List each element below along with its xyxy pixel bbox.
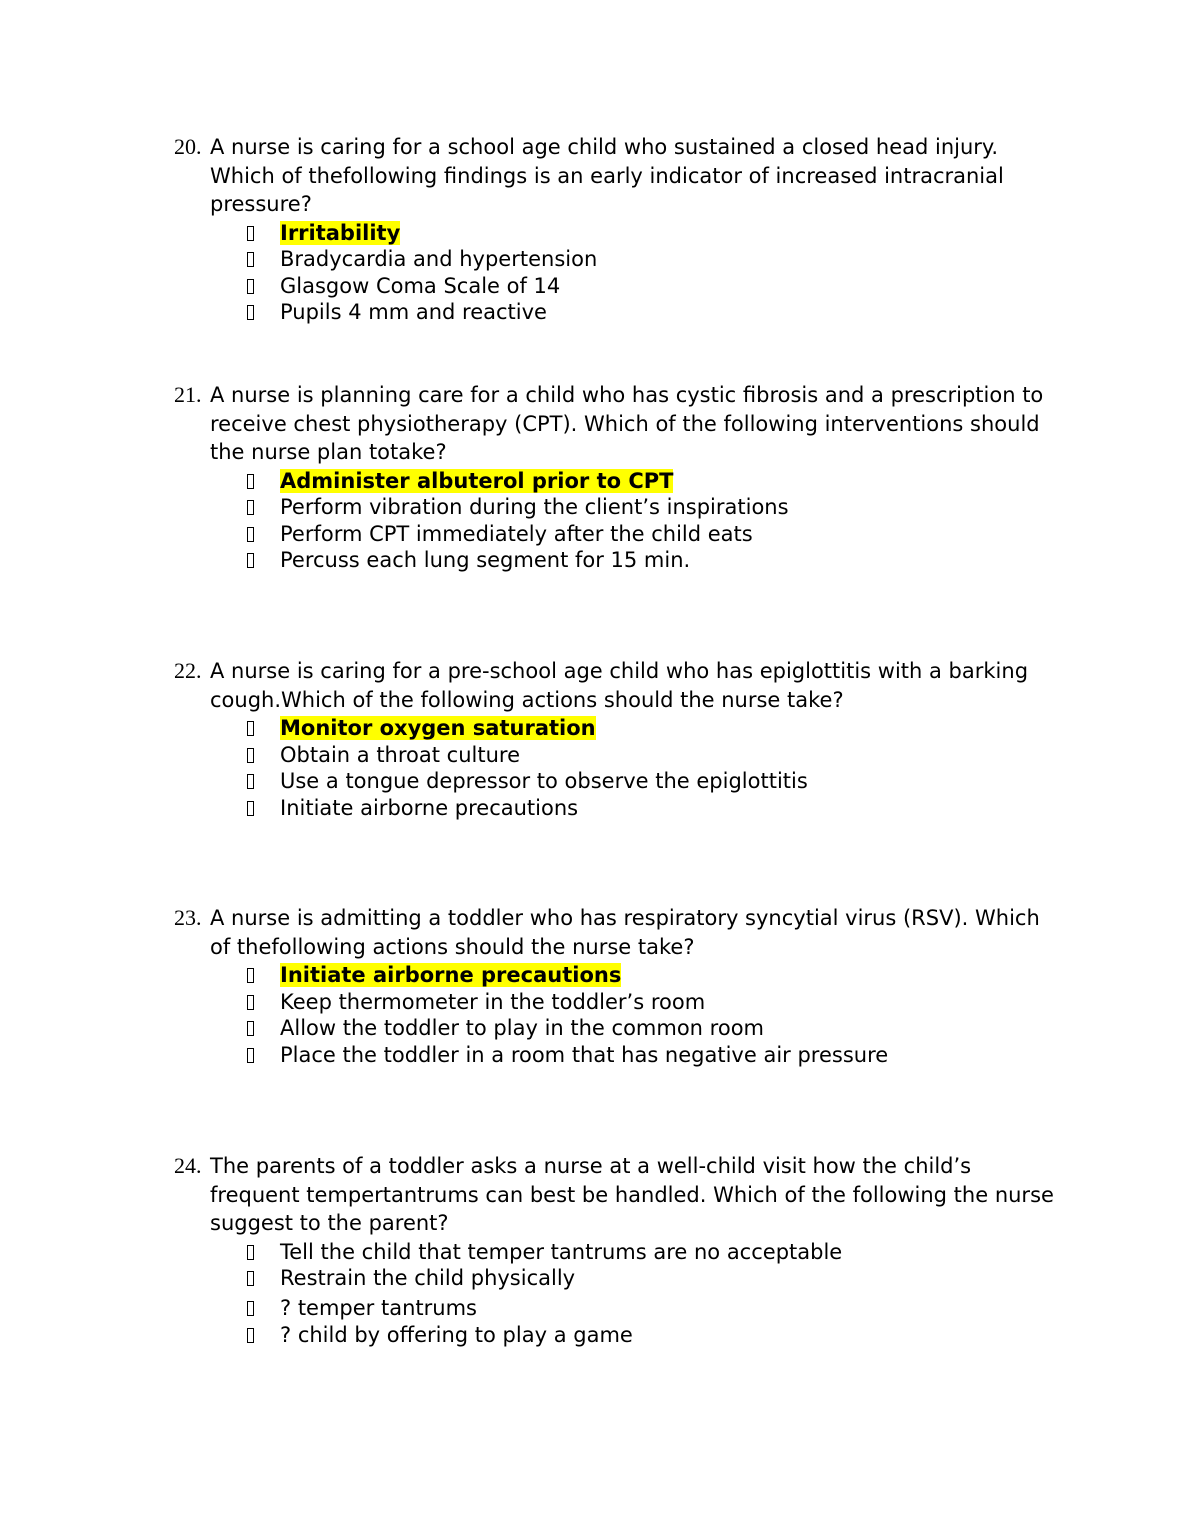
answer-text: Percuss each lung segment for 15 min. — [280, 548, 691, 573]
question-number: 23. — [174, 905, 202, 930]
answer-text: ? child by offering to play a game — [280, 1323, 633, 1348]
answer-option — [174, 1265, 1054, 1292]
missing-glyph-icon — [247, 500, 254, 515]
question-text: The parents of a toddler asks a nurse at a well-child visit how the child’s frequent tempertantrums can best be handled. Which of the following the nurse suggest to the parent? — [210, 1154, 1054, 1235]
missing-glyph-icon — [247, 995, 254, 1010]
answer-option — [174, 220, 1054, 247]
answer-text: Place the toddler in a room that has negative air pressure — [280, 1042, 889, 1067]
answer-text: Initiate airborne precautions — [280, 795, 579, 820]
answer-options — [174, 1239, 1054, 1349]
missing-glyph-icon — [247, 748, 254, 763]
answer-text: Perform CPT immediately after the child eats — [280, 521, 753, 546]
question-number: 22. — [174, 658, 202, 683]
answer-option — [174, 273, 1054, 300]
answer-option — [174, 962, 1054, 989]
answer-text: Allow the toddler to play in the common room — [280, 1016, 764, 1041]
missing-glyph-icon — [247, 1271, 254, 1286]
missing-glyph-icon — [247, 226, 254, 241]
missing-glyph-icon — [247, 1328, 254, 1343]
answer-text: Perform vibration during the client’s inspirations — [280, 495, 789, 520]
answer-text: Glasgow Coma Scale of 14 — [280, 273, 561, 298]
question-23 — [174, 904, 1054, 1068]
answer-option — [174, 742, 1054, 769]
answer-option — [174, 715, 1054, 742]
answer-text: Keep thermometer in the toddler’s room — [280, 989, 706, 1014]
missing-glyph-icon — [247, 1021, 254, 1036]
correct-answer-highlight: Irritability — [280, 220, 401, 245]
answer-option — [174, 989, 1054, 1016]
question-22 — [174, 657, 1054, 821]
missing-glyph-icon — [247, 721, 254, 736]
missing-glyph-icon — [247, 553, 254, 568]
answer-option — [174, 1042, 1054, 1069]
missing-glyph-icon — [247, 1301, 254, 1316]
answer-text: Obtain a throat culture — [280, 742, 520, 767]
missing-glyph-icon — [247, 774, 254, 789]
answer-option — [174, 468, 1054, 495]
answer-option — [174, 795, 1054, 822]
answer-options — [174, 715, 1054, 821]
question-20 — [174, 133, 1054, 326]
answer-text: Pupils 4 mm and reactive — [280, 300, 547, 325]
question-stem — [174, 381, 1054, 467]
question-text: A nurse is admitting a toddler who has respiratory syncytial virus (RSV). Which of thefollowing actions should the nurse take? — [210, 906, 1040, 959]
question-number: 24. — [174, 1153, 202, 1178]
answer-text: Tell the child that temper tantrums are no acceptable — [280, 1239, 843, 1264]
answer-option — [174, 246, 1054, 273]
answer-text: Restrain the child physically — [280, 1266, 576, 1291]
correct-answer-highlight: Initiate airborne precautions — [280, 963, 622, 987]
answer-option — [174, 1295, 1054, 1322]
question-stem — [174, 904, 1054, 961]
answer-option — [174, 1322, 1054, 1349]
question-text: A nurse is caring for a pre-school age child who has epiglottitis with a barking cough.Which of the following actions should the nurse take? — [210, 659, 1029, 712]
answer-option — [174, 494, 1054, 521]
answer-option — [174, 768, 1054, 795]
missing-glyph-icon — [247, 801, 254, 816]
question-text: A nurse is planning care for a child who has cystic fibrosis and a prescription to receive chest physiotherapy (CPT). Which of the following interventions should the nurse plan totake? — [210, 383, 1044, 464]
question-stem — [174, 657, 1054, 714]
answer-option — [174, 299, 1054, 326]
question-number: 21. — [174, 382, 202, 407]
missing-glyph-icon — [247, 1245, 254, 1260]
missing-glyph-icon — [247, 252, 254, 267]
question-stem — [174, 133, 1054, 219]
correct-answer-highlight: Administer albuterol prior to CPT — [280, 468, 674, 493]
answer-options — [174, 468, 1054, 574]
missing-glyph-icon — [247, 968, 254, 983]
missing-glyph-icon — [247, 474, 254, 489]
question-text: A nurse is caring for a school age child who sustained a closed head injury. Which of thefollowing findings is an early indicator of increased intracranial pressure? — [210, 135, 1004, 216]
question-21 — [174, 381, 1054, 574]
answer-option — [174, 1239, 1054, 1266]
question-stem — [174, 1152, 1054, 1238]
answer-options — [174, 962, 1054, 1068]
missing-glyph-icon — [247, 279, 254, 294]
answer-text: Bradycardia and hypertension — [280, 247, 598, 272]
answer-option — [174, 521, 1054, 548]
correct-answer-highlight: Monitor oxygen saturation — [280, 716, 596, 740]
answer-options — [174, 220, 1054, 326]
missing-glyph-icon — [247, 1048, 254, 1063]
question-number: 20. — [174, 134, 202, 159]
answer-option — [174, 1015, 1054, 1042]
answer-text: Use a tongue depressor to observe the epiglottitis — [280, 769, 808, 794]
missing-glyph-icon — [247, 305, 254, 320]
answer-text: ? temper tantrums — [280, 1295, 477, 1320]
answer-option — [174, 547, 1054, 574]
missing-glyph-icon — [247, 527, 254, 542]
question-24 — [174, 1152, 1054, 1349]
